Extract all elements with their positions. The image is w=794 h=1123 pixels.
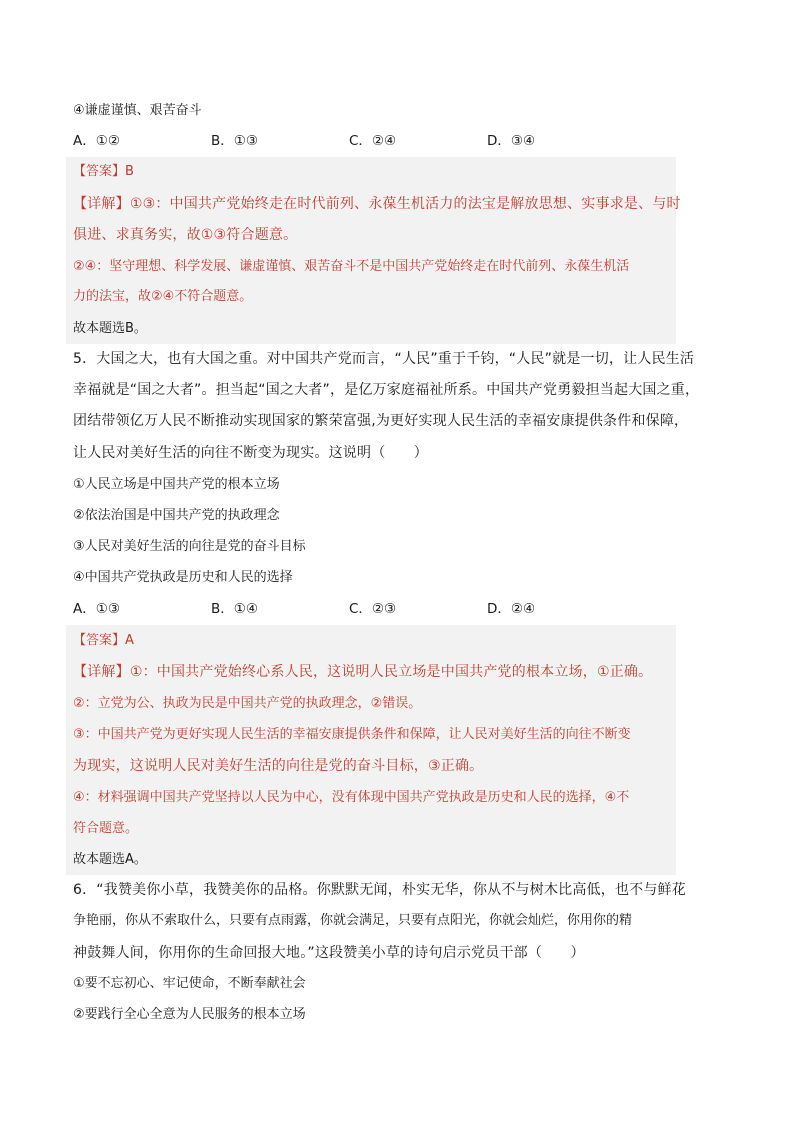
q5-stem-line-1: 5．大国之大，也有大国之重。对中国共产党而言，“人民”重于千钧，“人民”就是一切，让人民生活 — [73, 351, 695, 367]
q5-detail-line-2: ②：立党为公、执政为民是中国共产党的执政理念，②错误。 — [73, 696, 422, 711]
q5-statement-4: ④中国共产党执政是历史和人民的选择 — [73, 570, 293, 585]
detail-text: ①：中国共产党始终心系人民，这说明人民立场是中国共产党的根本立场，①正确。 — [129, 664, 653, 680]
q4-answer — [73, 162, 134, 182]
q6-statement-2: ②要践行全心全意为人民服务的根本立场 — [73, 1007, 306, 1022]
q4-option-c: C．②④ — [349, 133, 397, 149]
q5-detail-line-5: ④：材料强调中国共产党坚持以人民为中心，没有体现中国共产党执政是历史和人民的选择，④不 — [73, 790, 630, 805]
q5-options — [73, 599, 693, 619]
q6-statement-1: ①要不忘初心、牢记使命，不断奉献社会 — [73, 976, 306, 991]
detail-text: ①③：中国共产党始终走在时代前列、永葆生机活力的法宝是解放思想、实事求是、与时 — [129, 196, 681, 212]
q4-options — [73, 131, 693, 151]
q6-stem-line-1: 6．“我赞美你小草，我赞美你的品格。你默默无闻，朴实无华，你从不与树木比高低，也不与鲜花 — [73, 882, 686, 898]
q4-conclusion: 故本题选B。 — [73, 321, 147, 336]
q4-option-b: B．①③ — [211, 133, 258, 149]
q5-option-b: B．①④ — [211, 601, 258, 617]
q5-stem-line-2: 幸福就是“国之大者”。担当起“国之大者”，是亿万家庭福祉所系。中国共产党勇毅担当起大国之重， — [73, 382, 700, 398]
q4-answer-box — [66, 157, 676, 344]
detail-tag: 【详解】 — [73, 196, 130, 212]
q5-stem-line-4: 让人民对美好生活的向往不断变为现实。这说明（ ） — [73, 445, 428, 461]
q5-option-d: D．②④ — [487, 601, 536, 617]
q5-detail-line-6: 符合题意。 — [73, 821, 139, 836]
q4-statement-4: ④谦虚谨慎、艰苦奋斗 — [73, 103, 202, 118]
answer-tag: 【答案】 — [73, 164, 126, 179]
answer-tag: 【答案】 — [73, 633, 126, 648]
q5-statement-1: ①人民立场是中国共产党的根本立场 — [73, 477, 280, 492]
q5-statement-3: ③人民对美好生活的向往是党的奋斗目标 — [73, 539, 306, 554]
q4-option-d: D．③④ — [487, 133, 536, 149]
q4-detail-line-3: ②④：坚守理想、科学发展、谦虚谨慎、艰苦奋斗不是中国共产党始终走在时代前列、永葆生机活 — [73, 259, 630, 274]
q4-detail-line-1 — [73, 194, 681, 214]
q5-detail-line-4: 为现实，这说明人民对美好生活的向往是党的奋斗目标，③正确。 — [73, 758, 484, 774]
q4-detail-line-4: 力的法宝，故②④不符合题意。 — [73, 289, 253, 304]
q5-detail-line-1 — [73, 662, 652, 682]
q5-option-a: A．①③ — [73, 601, 120, 617]
q4-option-a: A．①② — [73, 133, 120, 149]
q5-statement-2: ②依法治国是中国共产党的执政理念 — [73, 508, 280, 523]
q5-answer — [73, 631, 134, 651]
answer-value: A — [125, 633, 134, 648]
q6-stem-line-3: 神鼓舞人间，你用你的生命回报大地。”这段赞美小草的诗句启示党员干部（ ） — [73, 945, 585, 961]
q5-option-c: C．②③ — [349, 601, 397, 617]
answer-value: B — [125, 164, 134, 179]
q4-detail-line-2: 俱进、求真务实，故①③符合题意。 — [73, 227, 298, 243]
q6-stem-line-2: 争艳丽，你从不索取什么，只要有点雨露，你就会满足，只要有点阳光，你就会灿烂，你用你的精 — [73, 913, 633, 928]
q5-stem-line-3: 团结带领亿万人民不断推动实现国家的繁荣富强,为更好实现人民生活的幸福安康提供条件和保障， — [73, 413, 689, 429]
q5-detail-line-3: ③：中国共产党为更好实现人民生活的幸福安康提供条件和保障，让人民对美好生活的向往不断变 — [73, 727, 631, 742]
detail-tag: 【详解】 — [73, 664, 130, 680]
q5-conclusion: 故本题选A。 — [73, 852, 147, 867]
